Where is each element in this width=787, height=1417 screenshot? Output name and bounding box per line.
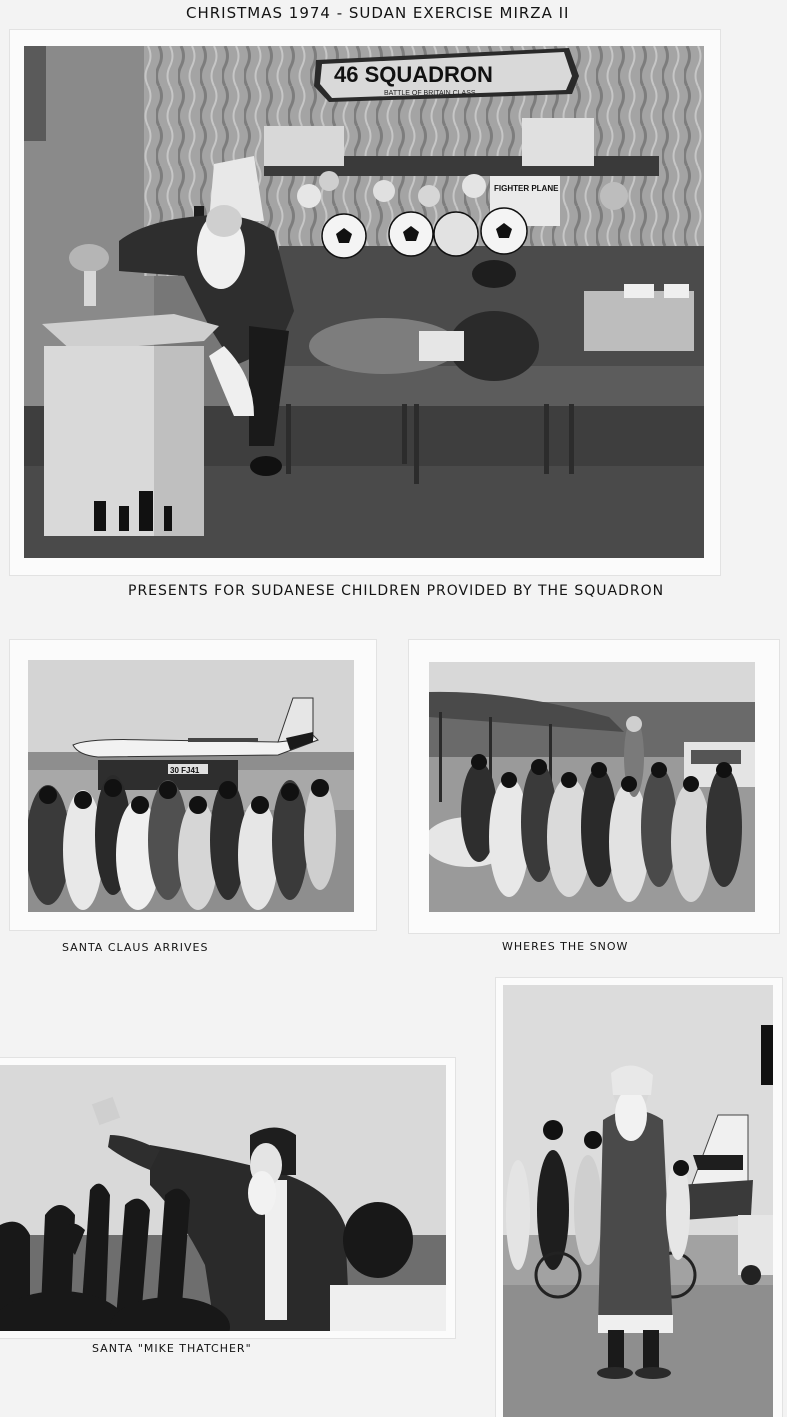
aircraft-photo [503, 985, 773, 1417]
aircraft-serial: 30 FJ41 [170, 766, 200, 775]
arrival-photo-caption: SANTA CLAUS ARRIVES [62, 941, 209, 954]
snow-photo-caption: WHERES THE SNOW [502, 940, 629, 953]
snow-photo [429, 662, 755, 912]
page-header-caption: CHRISTMAS 1974 - SUDAN EXERCISE MIRZA II [186, 4, 570, 22]
santa-photo [0, 1065, 446, 1331]
arrival-photo [28, 660, 354, 912]
main-photo [24, 46, 704, 558]
squadron-sign-subtitle: BATTLE OF BRITAIN CLASS [384, 90, 476, 97]
santa-photo-caption: SANTA "MIKE THATCHER" [92, 1342, 252, 1355]
main-photo-caption: PRESENTS FOR SUDANESE CHILDREN PROVIDED BY THE SQUADRON [128, 583, 665, 599]
toy-box-label: FIGHTER PLANE [494, 184, 559, 193]
squadron-sign-title: 46 SQUADRON [334, 62, 493, 87]
